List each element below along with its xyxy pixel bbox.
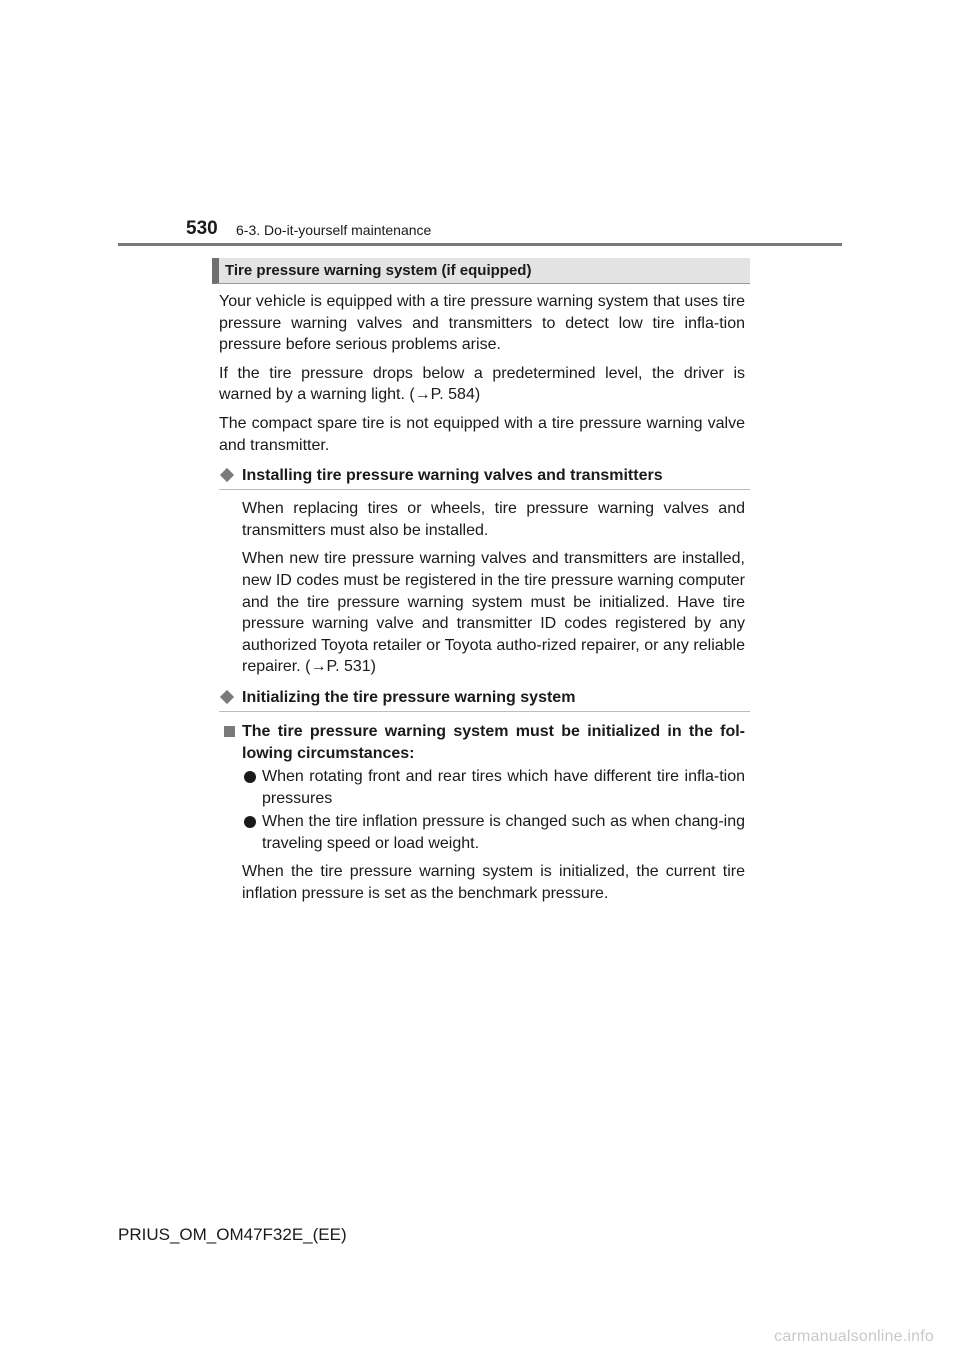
intro-paragraph: If the tire pressure drops below a predetermined level, the driver is warned by a warning light. (→P. 584) [219, 364, 745, 404]
subsection-title: Initializing the tire pressure warning system [242, 688, 576, 706]
page-number: 530 [186, 218, 218, 239]
subsection-heading [219, 465, 750, 490]
intro-paragraph: Your vehicle is equipped with a tire pressure warning system that uses tire pressure warning valves and transmitters to detect low tire infla-tion pressure before serious problems arise. [219, 293, 745, 354]
diamond-icon [220, 468, 234, 482]
body-paragraph: When replacing tires or wheels, tire pressure warning valves and transmitters must also be installed. [242, 500, 745, 539]
subsection-heading [219, 687, 750, 712]
section-title: 6-3. Do-it-yourself maintenance [236, 222, 432, 238]
intro-paragraph: The compact spare tire is not equipped with a tire pressure warning valve and transmitter. [219, 414, 745, 454]
subsection-title: Installing tire pressure warning valves and transmitters [242, 467, 663, 485]
header-divider [118, 243, 842, 246]
main-content [212, 258, 750, 905]
section-heading: Tire pressure warning system (if equipped) [212, 258, 750, 284]
bullet-icon [244, 771, 256, 783]
square-heading-text: The tire pressure warning system must be initialized in the fol-lowing circumstances: [242, 722, 745, 762]
watermark: carmanualsonline.info [774, 1328, 934, 1345]
body-paragraph: When the tire pressure warning system is initialized, the current tire inflation pressure is set as the benchmark pressure. [242, 863, 745, 903]
square-heading [224, 721, 745, 764]
bullet-icon [244, 816, 256, 828]
diamond-icon [220, 690, 234, 704]
list-item-text: When the tire inflation pressure is changed such as when chang-ing traveling speed or load weight. [262, 813, 745, 852]
square-icon [224, 726, 235, 737]
list-item [242, 811, 745, 854]
list-item-text: When rotating front and rear tires which have different tire infla-tion pressures [262, 768, 745, 807]
list-item [242, 766, 745, 809]
body-paragraph: When new tire pressure warning valves and transmitters are installed, new ID codes must be registered in the tire pressure warning computer and the tire pressure warning system must be initialized. Have tire pressure warning valve and transmitter ID codes registered by any authorized Toyota retailer or Toyota autho-rized repairer, or any reliable repairer. (→P. 531) [242, 550, 745, 676]
document-code: PRIUS_OM_OM47F32E_(EE) [118, 1225, 347, 1244]
